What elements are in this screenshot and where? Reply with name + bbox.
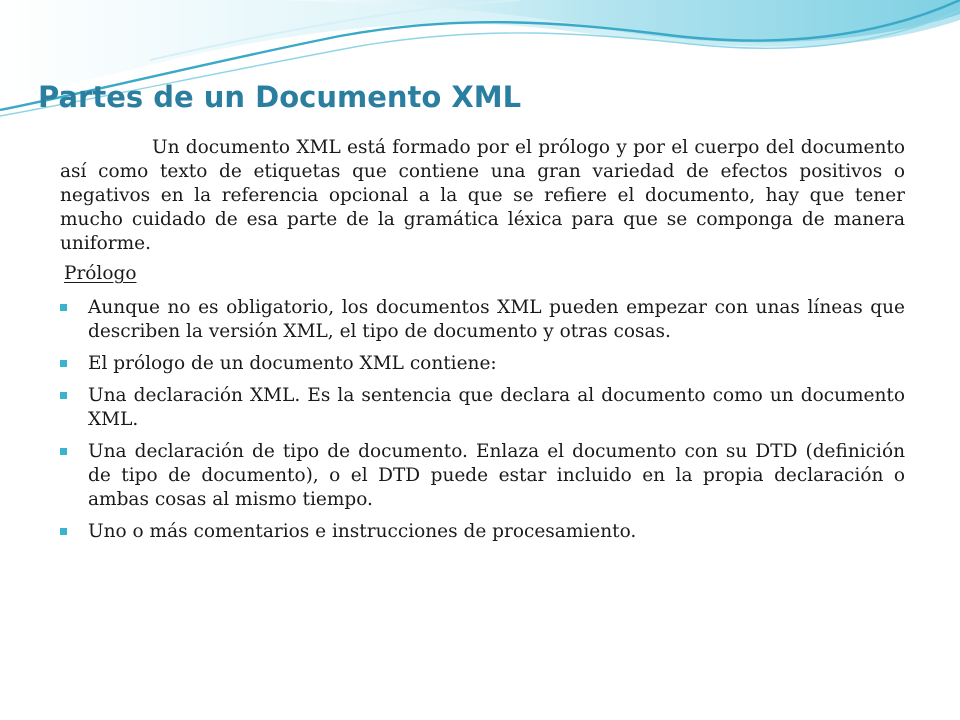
bullet-item [60,520,905,544]
square-bullet-icon [60,392,67,399]
square-bullet-icon [60,448,67,455]
square-bullet-icon [60,528,67,535]
bullet-text: Aunque no es obligatorio, los documentos XML pueden empezar con unas líneas que describen la versión XML, el tipo de documento y otras cosas. [88,297,905,342]
bullet-text: Una declaración de tipo de documento. Enlaza el documento con su DTD (definición de tipo de documento), o el DTD puede estar incluido en la propia declaración o ambas cosas al mismo tiempo. [88,441,905,510]
square-bullet-icon [60,304,67,311]
slide-title: Partes de un Documento XML [38,80,522,114]
bullet-item [60,440,905,512]
section-heading: Prólogo [64,263,137,284]
bullet-item [60,352,905,376]
bullet-text: Uno o más comentarios e instrucciones de procesamiento. [88,521,637,542]
square-bullet-icon [60,360,67,367]
slide-content [60,136,905,552]
bullet-item [60,296,905,344]
bullet-list [60,296,905,544]
intro-paragraph: Un documento XML está formado por el prólogo y por el cuerpo del documento así como texto de etiquetas que contiene una gran variedad de efectos positivos o negativos en la referencia opcional a la que se refiere el documento, hay que tener mucho cuidado de esa parte de la gramática léxica para que se componga de manera uniforme. [60,137,905,254]
bullet-text: El prólogo de un documento XML contiene: [88,353,497,374]
bullet-text: Una declaración XML. Es la sentencia que declara al documento como un documento XML. [88,385,905,430]
bullet-item [60,384,905,432]
